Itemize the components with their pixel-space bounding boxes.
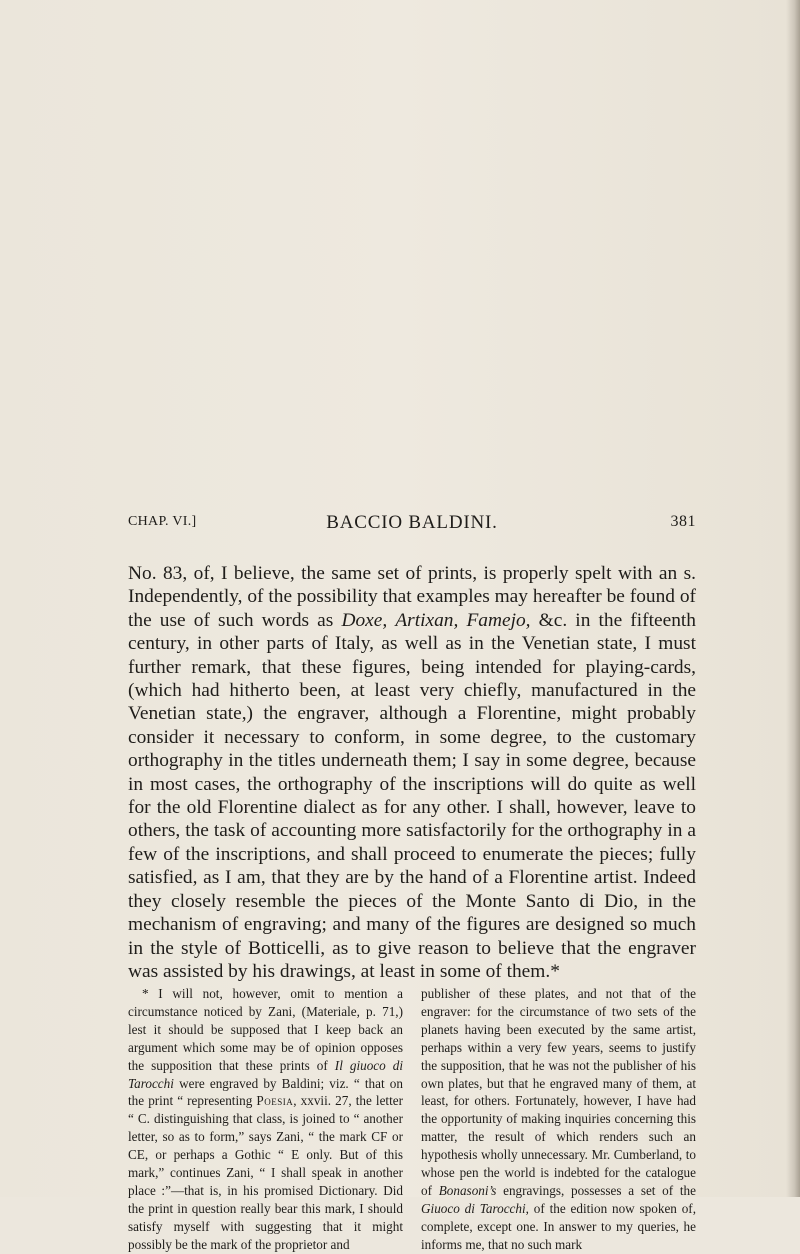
footnote-text: were engraved by Baldini; viz. “ that on the print “ representing [128,1075,403,1109]
footnote-block [128,985,696,1252]
footnote-text: , xxvii. 27, the letter “ C. distinguishing that class, is joined to “ another letter, so as to form,” says Zani, “ the mark CF or CE, or perhaps a Gothic “ E only. But of this mark,” continues Zani, “ I shall speak in another place :”—that is, in his promised Dictionary. Did the print in question really bear this mark, I should satisfy myself with suggesting that it might possibly be the mark of the proprietor and [128,1093,403,1252]
footnote-text: , of the edition now spoken of, complete, except one. In answer to my queries, he informs me, that no such mark [421,1200,696,1252]
footnote-text: publisher of these plates, and not that of the engraver: for the circumstance of two sets of the planets having been executed by the same artist, perhaps within a very few years, seems to justify the supposition, that he was not the publisher of his own plates, but that he engraved many of them, at least, for others. Fortunately, however, I have had the opportunity of making inquiries concerning this matter, the result of which renders such an hypothesis wholly unnecessary. Mr. Cumberland, to whose pen the world is indebted for the catalogue of [421,986,696,1198]
footnote-right-column [421,985,696,1254]
footnote-text: engravings, possesses a set of the [496,1182,696,1198]
footnote-small-caps: Poesia [256,1093,294,1109]
italic-word: Artixan, [395,609,459,631]
footnote-italic: Bonasoni’s [438,1182,497,1198]
page-edge-shadow [786,0,800,1197]
running-head [128,512,696,538]
italic-word: Famejo, [466,609,531,631]
chapter-label: CHAP. VI.] [128,514,197,529]
footnote-left-column [128,985,403,1254]
body-text-part: No. 83, of, I believe, the same set of prints, is properly spelt with an s. Independently, of the possibility that examples may hereafter be found of the use of such words as [128,563,696,631]
footnote-text: * I will not, however, omit to mention a circumstance noticed by Zani, (Materiale, p. 71,) lest it should be supposed that I keep back an argument which some may be of opinion opposes the supposition that these prints of [128,986,403,1073]
footnote-italic: Il giuoco di Tarocchi [128,1057,403,1091]
footnote-italic: Giuoco di Tarocchi [421,1200,526,1216]
italic-word: Doxe, [341,609,388,631]
page-number: 381 [670,513,696,530]
body-text-part: &c. in the fifteenth century, in other parts of Italy, as well as in the Venetian state, I must further remark, that these figures, being intended for playing-cards, (which had hitherto been, at least very chiefly, manufactured in the Venetian state,) the engraver, although a Florentine, might probably consider it necessary to conform, in some degree, to the customary orthography in the titles underneath them; I say in some degree, because in most cases, the orthography of the inscriptions will do quite as well for the old Florentine dialect as for any other. I shall, however, leave to others, the task of accounting more satisfactorily for the orthography in a few of the inscriptions, and shall proceed to enumerate the pieces; fully satisfied, as I am, that they are by the hand of a Florentine artist. Indeed they closely resemble the pieces of the Monte Santo di Dio, in the mechanism of engraving; and many of the figures are designed so much in the style of Botticelli, as to give reason to believe that the engraver was assisted by his drawings, at least in some of them.* [128,609,696,982]
main-paragraph [128,562,696,983]
page-title: BACCIO BALDINI. [326,512,498,533]
